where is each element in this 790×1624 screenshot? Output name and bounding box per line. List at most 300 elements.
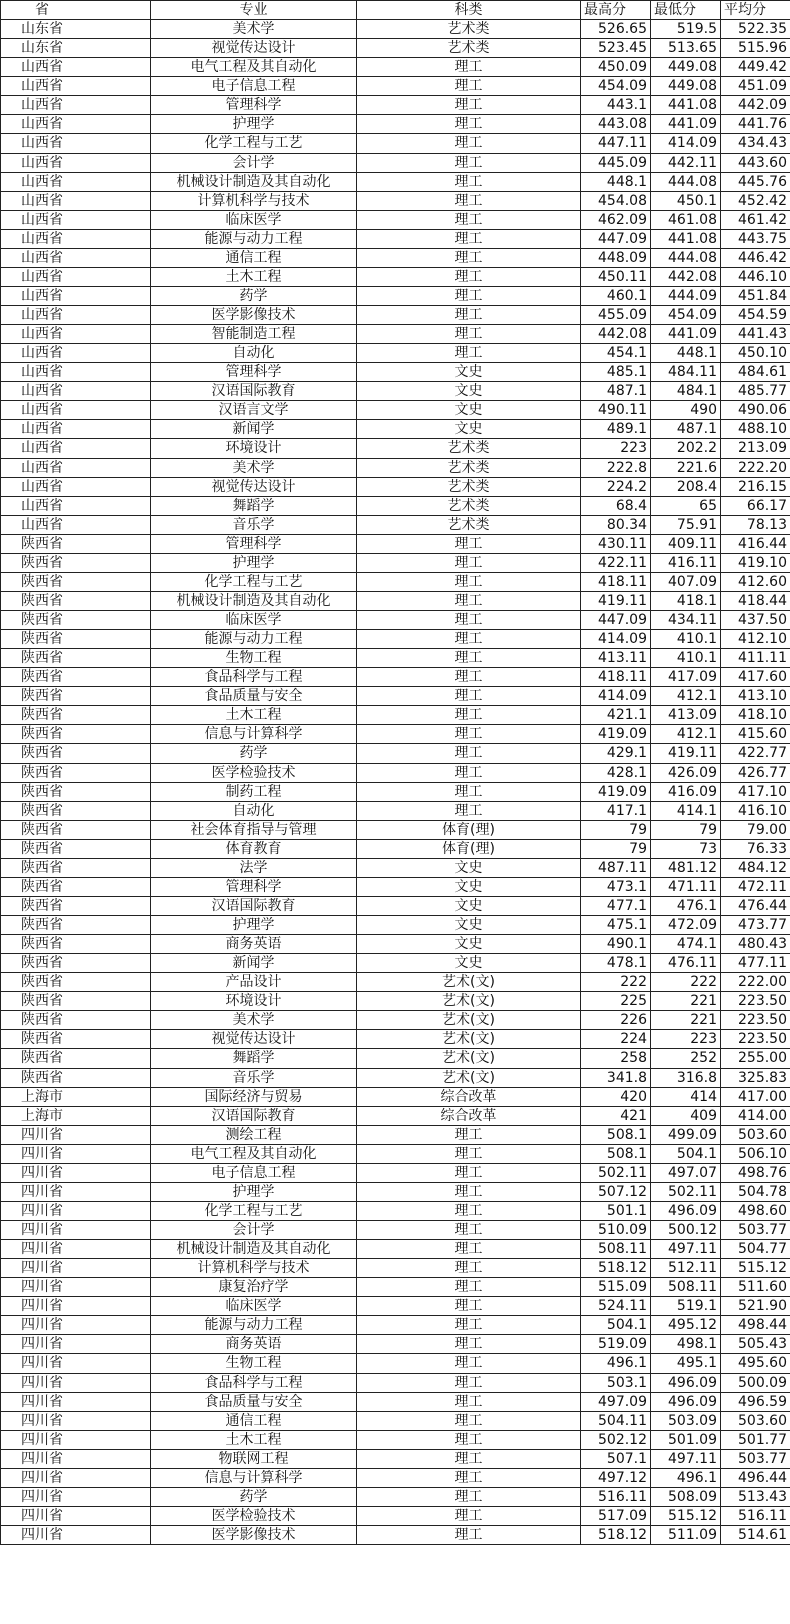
max-score-cell: 443.08 xyxy=(581,115,651,134)
table-row xyxy=(1,1316,790,1335)
table-row xyxy=(1,858,790,877)
province-cell: 陕西省 xyxy=(1,973,151,992)
min-score-cell: 503.09 xyxy=(651,1411,721,1430)
category-cell: 理工 xyxy=(357,1278,581,1297)
min-score-cell: 490 xyxy=(651,401,721,420)
max-score-cell: 462.09 xyxy=(581,210,651,229)
province-cell: 四川省 xyxy=(1,1449,151,1468)
min-score-cell: 496.09 xyxy=(651,1201,721,1220)
avg-score-cell: 441.43 xyxy=(721,325,790,344)
avg-score-cell: 498.60 xyxy=(721,1201,790,1220)
avg-score-cell: 515.12 xyxy=(721,1259,790,1278)
province-cell: 山西省 xyxy=(1,248,151,267)
min-score-cell: 417.09 xyxy=(651,668,721,687)
max-score-cell: 490.1 xyxy=(581,935,651,954)
major-cell: 电气工程及其自动化 xyxy=(151,58,357,77)
province-cell: 山西省 xyxy=(1,134,151,153)
table-row xyxy=(1,1011,790,1030)
max-score-cell: 502.11 xyxy=(581,1163,651,1182)
category-cell: 理工 xyxy=(357,286,581,305)
table-row xyxy=(1,1506,790,1525)
table-row xyxy=(1,229,790,248)
province-cell: 山西省 xyxy=(1,191,151,210)
province-cell: 山西省 xyxy=(1,325,151,344)
province-cell: 山西省 xyxy=(1,420,151,439)
table-row xyxy=(1,553,790,572)
min-score-cell: 499.09 xyxy=(651,1125,721,1144)
max-score-cell: 68.4 xyxy=(581,496,651,515)
province-cell: 四川省 xyxy=(1,1221,151,1240)
min-score-cell: 413.09 xyxy=(651,706,721,725)
avg-score-cell: 490.06 xyxy=(721,401,790,420)
category-cell: 理工 xyxy=(357,763,581,782)
table-row xyxy=(1,401,790,420)
category-cell: 文史 xyxy=(357,363,581,382)
major-cell: 通信工程 xyxy=(151,248,357,267)
max-score-cell: 507.1 xyxy=(581,1449,651,1468)
min-score-cell: 441.09 xyxy=(651,325,721,344)
avg-score-cell: 477.11 xyxy=(721,954,790,973)
table-row xyxy=(1,20,790,39)
avg-score-cell: 503.60 xyxy=(721,1125,790,1144)
avg-score-cell: 521.90 xyxy=(721,1297,790,1316)
avg-score-cell: 515.96 xyxy=(721,39,790,58)
category-cell: 艺术类 xyxy=(357,458,581,477)
category-cell: 理工 xyxy=(357,1354,581,1373)
province-cell: 陕西省 xyxy=(1,954,151,973)
max-score-cell: 448.1 xyxy=(581,172,651,191)
table-row xyxy=(1,153,790,172)
min-score-cell: 450.1 xyxy=(651,191,721,210)
category-cell: 理工 xyxy=(357,725,581,744)
min-score-cell: 414 xyxy=(651,1087,721,1106)
table-row xyxy=(1,1259,790,1278)
category-cell: 文史 xyxy=(357,916,581,935)
category-cell: 艺术类 xyxy=(357,20,581,39)
province-cell: 四川省 xyxy=(1,1392,151,1411)
table-row xyxy=(1,172,790,191)
major-cell: 能源与动力工程 xyxy=(151,229,357,248)
avg-score-cell: 451.84 xyxy=(721,286,790,305)
max-score-cell: 523.45 xyxy=(581,39,651,58)
max-score-cell: 515.09 xyxy=(581,1278,651,1297)
major-cell: 社会体育指导与管理 xyxy=(151,820,357,839)
avg-score-cell: 496.59 xyxy=(721,1392,790,1411)
min-score-cell: 515.12 xyxy=(651,1506,721,1525)
avg-score-cell: 450.10 xyxy=(721,344,790,363)
header-province: 省 xyxy=(1,1,151,20)
province-cell: 山西省 xyxy=(1,439,151,458)
table-row xyxy=(1,916,790,935)
major-cell: 医学影像技术 xyxy=(151,306,357,325)
table-row xyxy=(1,306,790,325)
table-row xyxy=(1,1030,790,1049)
major-cell: 信息与计算科学 xyxy=(151,725,357,744)
major-cell: 生物工程 xyxy=(151,1354,357,1373)
major-cell: 新闻学 xyxy=(151,954,357,973)
avg-score-cell: 418.10 xyxy=(721,706,790,725)
avg-score-cell: 514.61 xyxy=(721,1526,790,1545)
avg-score-cell: 449.42 xyxy=(721,58,790,77)
max-score-cell: 79 xyxy=(581,820,651,839)
min-score-cell: 416.09 xyxy=(651,782,721,801)
major-cell: 能源与动力工程 xyxy=(151,1316,357,1335)
category-cell: 理工 xyxy=(357,801,581,820)
category-cell: 艺术(文) xyxy=(357,1049,581,1068)
avg-score-cell: 516.11 xyxy=(721,1506,790,1525)
major-cell: 护理学 xyxy=(151,553,357,572)
major-cell: 物联网工程 xyxy=(151,1449,357,1468)
major-cell: 会计学 xyxy=(151,153,357,172)
table-row xyxy=(1,591,790,610)
table-row xyxy=(1,477,790,496)
table-row xyxy=(1,935,790,954)
category-cell: 理工 xyxy=(357,248,581,267)
major-cell: 美术学 xyxy=(151,20,357,39)
avg-score-cell: 255.00 xyxy=(721,1049,790,1068)
avg-score-cell: 223.50 xyxy=(721,1011,790,1030)
min-score-cell: 73 xyxy=(651,839,721,858)
avg-score-cell: 511.60 xyxy=(721,1278,790,1297)
major-cell: 食品质量与安全 xyxy=(151,1392,357,1411)
avg-score-cell: 414.00 xyxy=(721,1106,790,1125)
table-row xyxy=(1,439,790,458)
major-cell: 制药工程 xyxy=(151,782,357,801)
table-row xyxy=(1,1182,790,1201)
province-cell: 山西省 xyxy=(1,515,151,534)
avg-score-cell: 422.77 xyxy=(721,744,790,763)
min-score-cell: 208.4 xyxy=(651,477,721,496)
table-row xyxy=(1,1240,790,1259)
max-score-cell: 518.12 xyxy=(581,1526,651,1545)
category-cell: 理工 xyxy=(357,611,581,630)
major-cell: 视觉传达设计 xyxy=(151,1030,357,1049)
category-cell: 理工 xyxy=(357,1487,581,1506)
category-cell: 理工 xyxy=(357,1144,581,1163)
max-score-cell: 447.09 xyxy=(581,611,651,630)
province-cell: 陕西省 xyxy=(1,896,151,915)
max-score-cell: 428.1 xyxy=(581,763,651,782)
min-score-cell: 414.1 xyxy=(651,801,721,820)
max-score-cell: 477.1 xyxy=(581,896,651,915)
max-score-cell: 516.11 xyxy=(581,1487,651,1506)
table-row xyxy=(1,325,790,344)
major-cell: 食品质量与安全 xyxy=(151,687,357,706)
avg-score-cell: 522.35 xyxy=(721,20,790,39)
category-cell: 体育(理) xyxy=(357,820,581,839)
max-score-cell: 487.1 xyxy=(581,382,651,401)
table-row xyxy=(1,96,790,115)
table-row xyxy=(1,344,790,363)
avg-score-cell: 76.33 xyxy=(721,839,790,858)
province-cell: 四川省 xyxy=(1,1526,151,1545)
table-row xyxy=(1,820,790,839)
avg-score-cell: 488.10 xyxy=(721,420,790,439)
table-row xyxy=(1,39,790,58)
table-row xyxy=(1,382,790,401)
province-cell: 陕西省 xyxy=(1,687,151,706)
province-cell: 四川省 xyxy=(1,1373,151,1392)
max-score-cell: 497.09 xyxy=(581,1392,651,1411)
avg-score-cell: 417.10 xyxy=(721,782,790,801)
category-cell: 艺术(文) xyxy=(357,1011,581,1030)
avg-score-cell: 480.43 xyxy=(721,935,790,954)
province-cell: 陕西省 xyxy=(1,935,151,954)
major-cell: 临床医学 xyxy=(151,611,357,630)
province-cell: 陕西省 xyxy=(1,611,151,630)
province-cell: 四川省 xyxy=(1,1144,151,1163)
province-cell: 四川省 xyxy=(1,1259,151,1278)
min-score-cell: 434.11 xyxy=(651,611,721,630)
province-cell: 陕西省 xyxy=(1,649,151,668)
category-cell: 理工 xyxy=(357,1411,581,1430)
avg-score-cell: 484.12 xyxy=(721,858,790,877)
major-cell: 环境设计 xyxy=(151,992,357,1011)
max-score-cell: 413.11 xyxy=(581,649,651,668)
max-score-cell: 447.09 xyxy=(581,229,651,248)
table-row xyxy=(1,954,790,973)
max-score-cell: 517.09 xyxy=(581,1506,651,1525)
major-cell: 计算机科学与技术 xyxy=(151,191,357,210)
province-cell: 四川省 xyxy=(1,1316,151,1335)
table-row xyxy=(1,496,790,515)
avg-score-cell: 443.60 xyxy=(721,153,790,172)
min-score-cell: 508.09 xyxy=(651,1487,721,1506)
min-score-cell: 416.11 xyxy=(651,553,721,572)
avg-score-cell: 66.17 xyxy=(721,496,790,515)
province-cell: 陕西省 xyxy=(1,744,151,763)
min-score-cell: 409 xyxy=(651,1106,721,1125)
major-cell: 机械设计制造及其自动化 xyxy=(151,172,357,191)
category-cell: 理工 xyxy=(357,153,581,172)
avg-score-cell: 434.43 xyxy=(721,134,790,153)
max-score-cell: 225 xyxy=(581,992,651,1011)
min-score-cell: 496.09 xyxy=(651,1392,721,1411)
major-cell: 计算机科学与技术 xyxy=(151,1259,357,1278)
major-cell: 国际经济与贸易 xyxy=(151,1087,357,1106)
max-score-cell: 430.11 xyxy=(581,534,651,553)
category-cell: 理工 xyxy=(357,553,581,572)
category-cell: 理工 xyxy=(357,630,581,649)
province-cell: 陕西省 xyxy=(1,763,151,782)
province-cell: 陕西省 xyxy=(1,916,151,935)
avg-score-cell: 416.44 xyxy=(721,534,790,553)
avg-score-cell: 504.78 xyxy=(721,1182,790,1201)
province-cell: 陕西省 xyxy=(1,877,151,896)
min-score-cell: 412.1 xyxy=(651,725,721,744)
major-cell: 护理学 xyxy=(151,1182,357,1201)
max-score-cell: 418.11 xyxy=(581,572,651,591)
major-cell: 测绘工程 xyxy=(151,1125,357,1144)
province-cell: 四川省 xyxy=(1,1163,151,1182)
major-cell: 自动化 xyxy=(151,344,357,363)
avg-score-cell: 412.60 xyxy=(721,572,790,591)
min-score-cell: 511.09 xyxy=(651,1526,721,1545)
max-score-cell: 420 xyxy=(581,1087,651,1106)
avg-score-cell: 498.44 xyxy=(721,1316,790,1335)
avg-score-cell: 417.60 xyxy=(721,668,790,687)
max-score-cell: 421.1 xyxy=(581,706,651,725)
min-score-cell: 497.07 xyxy=(651,1163,721,1182)
avg-score-cell: 461.42 xyxy=(721,210,790,229)
avg-score-cell: 413.10 xyxy=(721,687,790,706)
min-score-cell: 513.65 xyxy=(651,39,721,58)
max-score-cell: 524.11 xyxy=(581,1297,651,1316)
province-cell: 山西省 xyxy=(1,96,151,115)
table-row xyxy=(1,210,790,229)
min-score-cell: 221 xyxy=(651,1011,721,1030)
min-score-cell: 461.08 xyxy=(651,210,721,229)
avg-score-cell: 223.50 xyxy=(721,992,790,1011)
table-row xyxy=(1,668,790,687)
major-cell: 食品科学与工程 xyxy=(151,668,357,687)
category-cell: 理工 xyxy=(357,1201,581,1220)
province-cell: 上海市 xyxy=(1,1106,151,1125)
category-cell: 理工 xyxy=(357,191,581,210)
category-cell: 艺术(文) xyxy=(357,1030,581,1049)
province-cell: 陕西省 xyxy=(1,1011,151,1030)
province-cell: 山西省 xyxy=(1,267,151,286)
max-score-cell: 447.11 xyxy=(581,134,651,153)
max-score-cell: 518.12 xyxy=(581,1259,651,1278)
min-score-cell: 444.09 xyxy=(651,286,721,305)
min-score-cell: 221 xyxy=(651,992,721,1011)
category-cell: 理工 xyxy=(357,1297,581,1316)
min-score-cell: 497.11 xyxy=(651,1449,721,1468)
category-cell: 理工 xyxy=(357,1240,581,1259)
province-cell: 四川省 xyxy=(1,1468,151,1487)
min-score-cell: 444.08 xyxy=(651,248,721,267)
avg-score-cell: 213.09 xyxy=(721,439,790,458)
max-score-cell: 418.11 xyxy=(581,668,651,687)
min-score-cell: 495.12 xyxy=(651,1316,721,1335)
max-score-cell: 485.1 xyxy=(581,363,651,382)
province-cell: 四川省 xyxy=(1,1487,151,1506)
max-score-cell: 508.1 xyxy=(581,1125,651,1144)
category-cell: 理工 xyxy=(357,687,581,706)
category-cell: 理工 xyxy=(357,1526,581,1545)
table-row xyxy=(1,1297,790,1316)
category-cell: 理工 xyxy=(357,58,581,77)
max-score-cell: 443.1 xyxy=(581,96,651,115)
max-score-cell: 79 xyxy=(581,839,651,858)
province-cell: 四川省 xyxy=(1,1297,151,1316)
table-row xyxy=(1,801,790,820)
province-cell: 山东省 xyxy=(1,39,151,58)
min-score-cell: 441.09 xyxy=(651,115,721,134)
table-row xyxy=(1,458,790,477)
major-cell: 医学检验技术 xyxy=(151,1506,357,1525)
province-cell: 陕西省 xyxy=(1,839,151,858)
table-row xyxy=(1,744,790,763)
max-score-cell: 450.11 xyxy=(581,267,651,286)
major-cell: 汉语国际教育 xyxy=(151,1106,357,1125)
table-row xyxy=(1,1392,790,1411)
avg-score-cell: 416.10 xyxy=(721,801,790,820)
max-score-cell: 478.1 xyxy=(581,954,651,973)
avg-score-cell: 503.60 xyxy=(721,1411,790,1430)
min-score-cell: 519.5 xyxy=(651,20,721,39)
province-cell: 山西省 xyxy=(1,477,151,496)
max-score-cell: 223 xyxy=(581,439,651,458)
avg-score-cell: 503.77 xyxy=(721,1449,790,1468)
major-cell: 产品设计 xyxy=(151,973,357,992)
min-score-cell: 221.6 xyxy=(651,458,721,477)
min-score-cell: 496.1 xyxy=(651,1468,721,1487)
avg-score-cell: 445.76 xyxy=(721,172,790,191)
max-score-cell: 419.11 xyxy=(581,591,651,610)
avg-score-cell: 500.09 xyxy=(721,1373,790,1392)
max-score-cell: 519.09 xyxy=(581,1335,651,1354)
category-cell: 理工 xyxy=(357,706,581,725)
min-score-cell: 441.08 xyxy=(651,229,721,248)
table-row xyxy=(1,611,790,630)
min-score-cell: 75.91 xyxy=(651,515,721,534)
province-cell: 山东省 xyxy=(1,20,151,39)
category-cell: 综合改革 xyxy=(357,1106,581,1125)
min-score-cell: 448.1 xyxy=(651,344,721,363)
major-cell: 体育教育 xyxy=(151,839,357,858)
province-cell: 四川省 xyxy=(1,1125,151,1144)
min-score-cell: 442.11 xyxy=(651,153,721,172)
major-cell: 临床医学 xyxy=(151,1297,357,1316)
table-row xyxy=(1,1411,790,1430)
avg-score-cell: 496.44 xyxy=(721,1468,790,1487)
category-cell: 艺术类 xyxy=(357,496,581,515)
avg-score-cell: 419.10 xyxy=(721,553,790,572)
max-score-cell: 504.11 xyxy=(581,1411,651,1430)
avg-score-cell: 222.20 xyxy=(721,458,790,477)
province-cell: 四川省 xyxy=(1,1411,151,1430)
province-cell: 山西省 xyxy=(1,229,151,248)
province-cell: 陕西省 xyxy=(1,725,151,744)
table-row xyxy=(1,839,790,858)
category-cell: 理工 xyxy=(357,210,581,229)
max-score-cell: 224 xyxy=(581,1030,651,1049)
table-row xyxy=(1,1106,790,1125)
table-row xyxy=(1,1278,790,1297)
province-cell: 陕西省 xyxy=(1,1068,151,1087)
avg-score-cell: 451.09 xyxy=(721,77,790,96)
min-score-cell: 410.1 xyxy=(651,649,721,668)
major-cell: 商务英语 xyxy=(151,935,357,954)
max-score-cell: 490.11 xyxy=(581,401,651,420)
avg-score-cell: 411.11 xyxy=(721,649,790,668)
max-score-cell: 503.1 xyxy=(581,1373,651,1392)
province-cell: 四川省 xyxy=(1,1335,151,1354)
min-score-cell: 419.11 xyxy=(651,744,721,763)
major-cell: 化学工程与工艺 xyxy=(151,572,357,591)
major-cell: 美术学 xyxy=(151,458,357,477)
major-cell: 汉语国际教育 xyxy=(151,382,357,401)
province-cell: 四川省 xyxy=(1,1278,151,1297)
category-cell: 艺术类 xyxy=(357,439,581,458)
header-category: 科类 xyxy=(357,1,581,20)
min-score-cell: 223 xyxy=(651,1030,721,1049)
header-avg-score: 平均分 xyxy=(721,1,790,20)
major-cell: 电子信息工程 xyxy=(151,1163,357,1182)
category-cell: 理工 xyxy=(357,1392,581,1411)
avg-score-cell: 79.00 xyxy=(721,820,790,839)
major-cell: 信息与计算科学 xyxy=(151,1468,357,1487)
major-cell: 食品科学与工程 xyxy=(151,1373,357,1392)
province-cell: 山西省 xyxy=(1,153,151,172)
avg-score-cell: 222.00 xyxy=(721,973,790,992)
max-score-cell: 475.1 xyxy=(581,916,651,935)
major-cell: 生物工程 xyxy=(151,649,357,668)
major-cell: 舞蹈学 xyxy=(151,496,357,515)
table-row xyxy=(1,630,790,649)
